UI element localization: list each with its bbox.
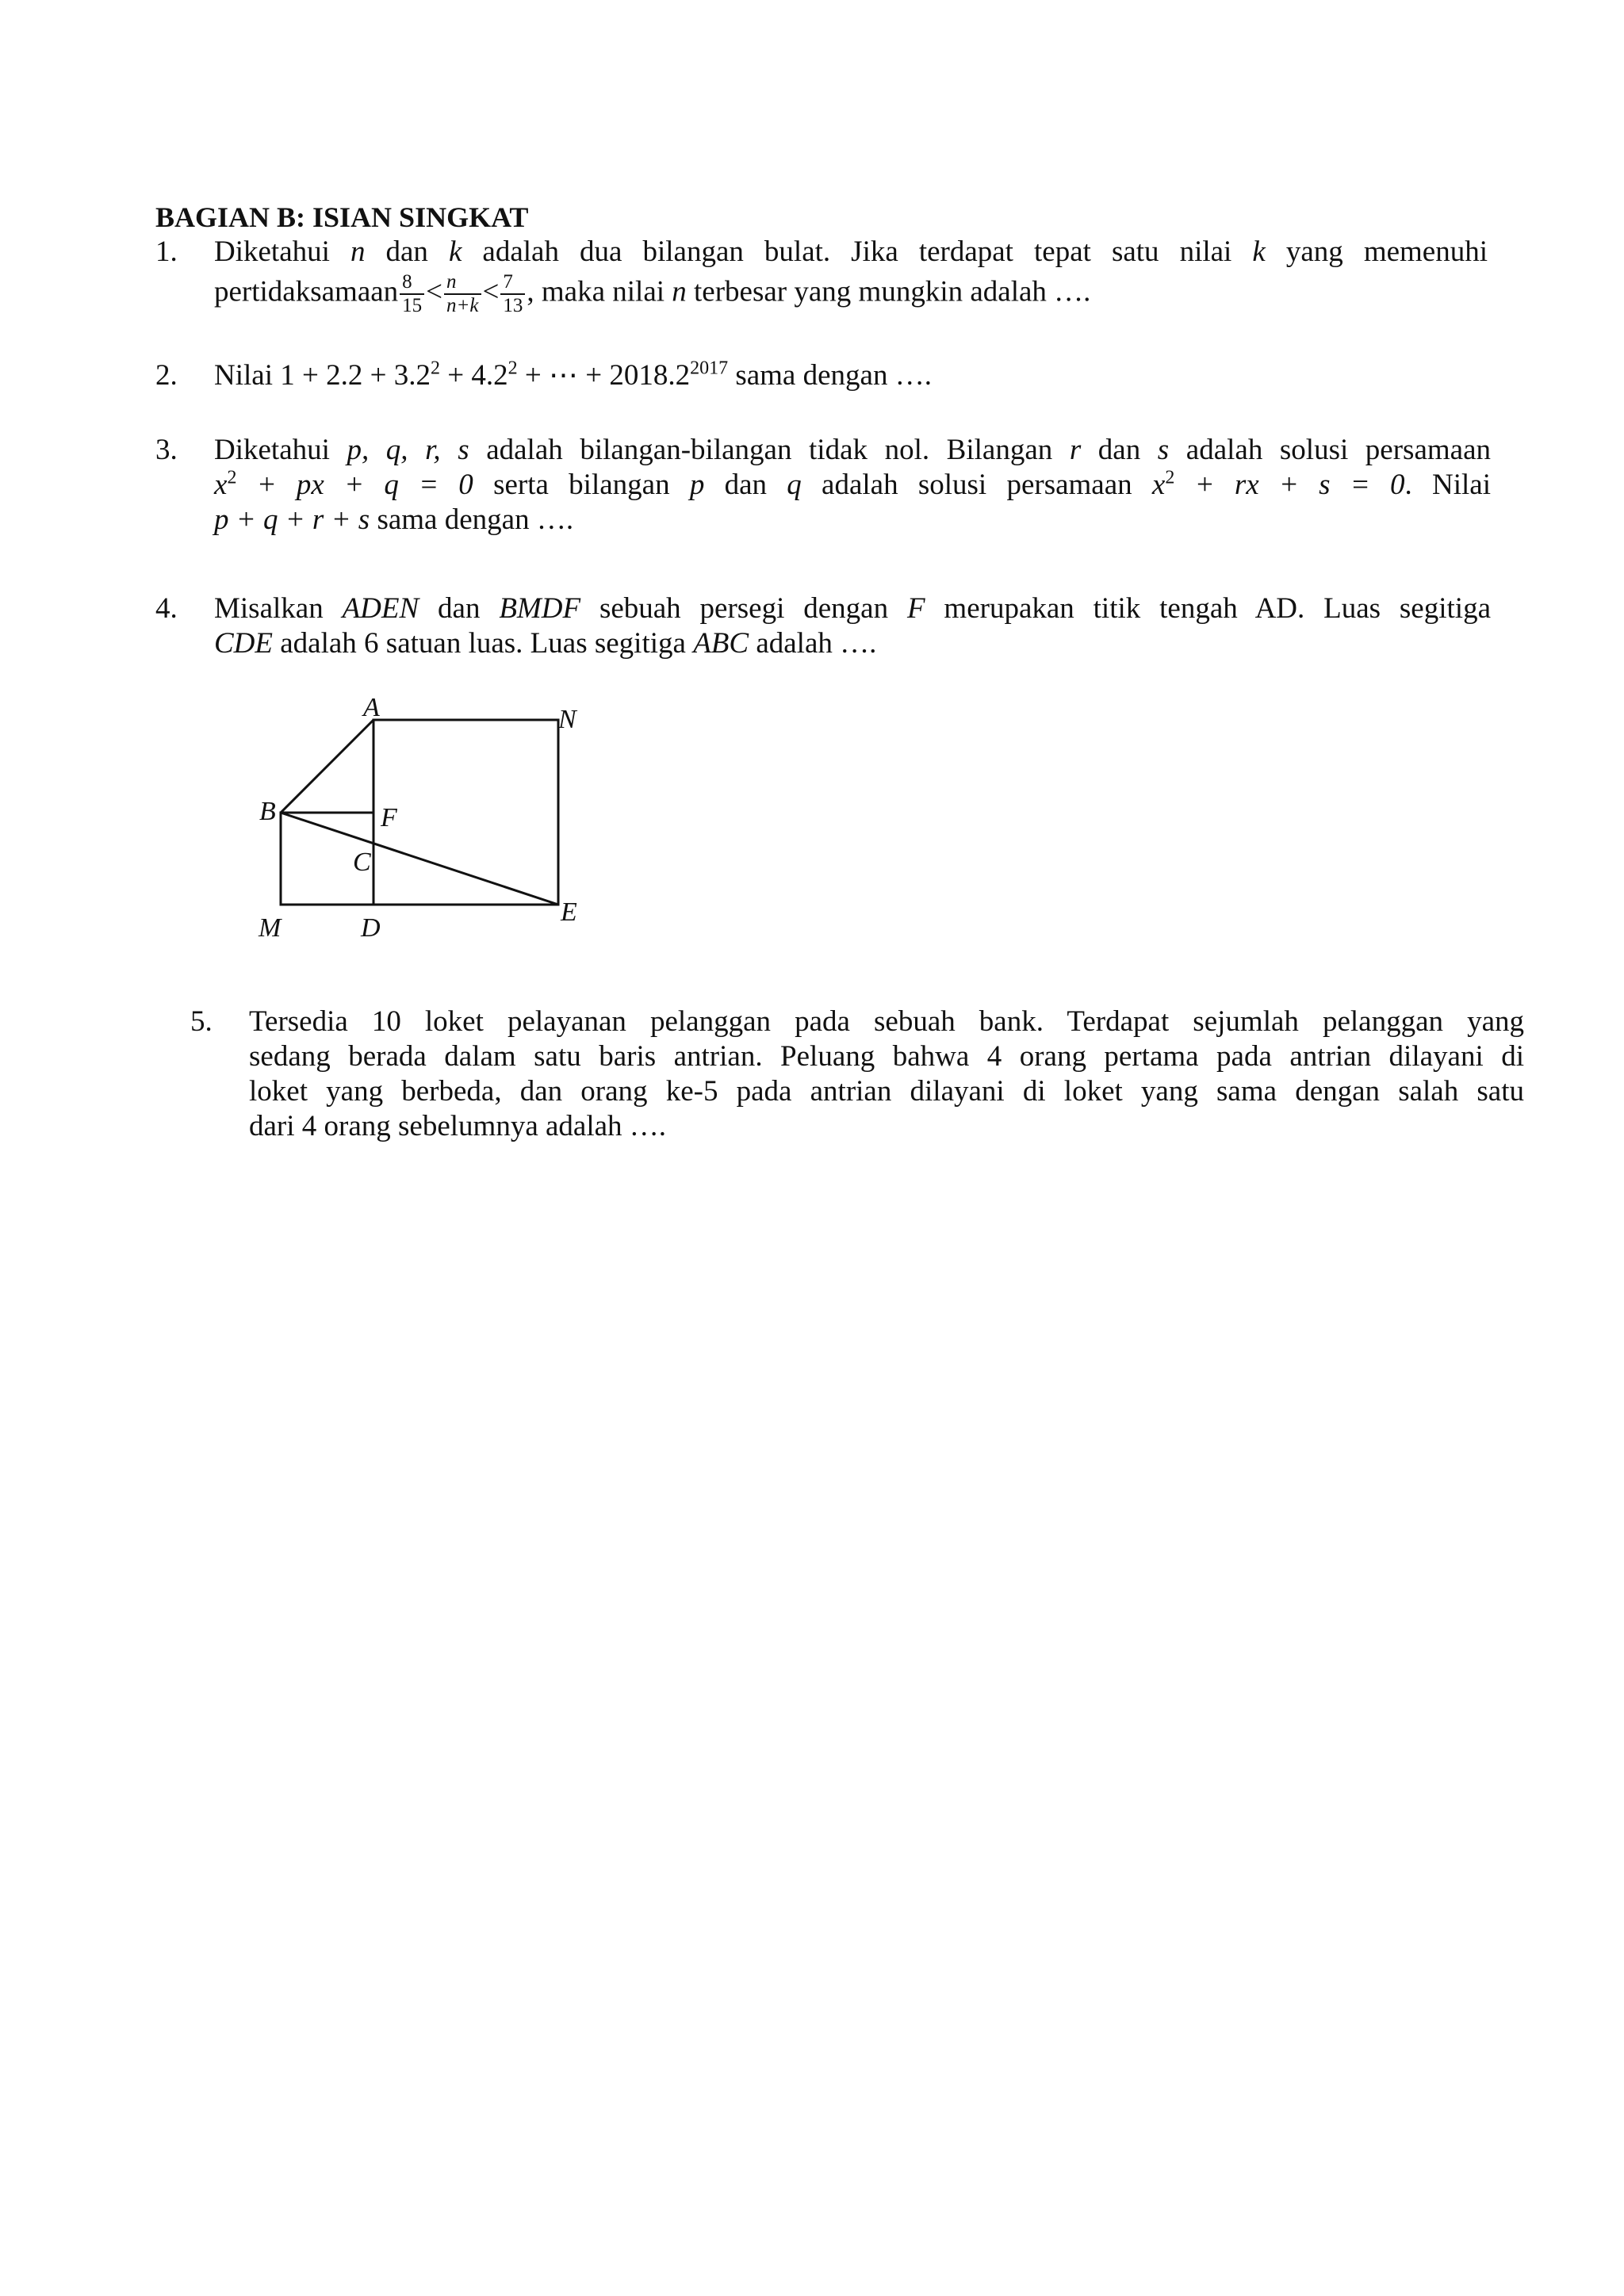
math-var: p, q, r, s [347,434,469,466]
math-var: ADEN [342,592,419,625]
text: merupakan titik tengah AD. Luas segitiga [925,592,1491,625]
math-var: x [214,469,228,501]
text: terbesar yang mungkin adalah …. [686,275,1091,308]
section-heading: BAGIAN B: ISIAN SINGKAT [155,201,529,233]
denominator: 15 [402,295,423,316]
math-var: ABC [693,627,749,660]
text: sebuah persegi dengan [580,592,907,625]
question-text [249,1004,1524,1144]
exponent: 2 [227,467,237,488]
text: dan [419,592,500,625]
math-var: n [672,275,687,308]
label-d: D [361,913,381,943]
math-var: x [1151,469,1166,501]
numerator: 8 [400,271,424,295]
text: Nilai 1 + 2.2 + 3.2 [214,359,431,392]
math-var: k [1252,235,1266,268]
text: yang memenuhi [1265,235,1488,268]
math-var: n [350,235,366,268]
exponent: 2 [430,358,440,379]
text: adalah dua bilangan bulat. Jika terdapat tepat satu nilai [462,235,1253,268]
math-var: F [906,592,925,625]
segment-be [281,813,558,905]
numerator: 7 [500,271,525,295]
math-expr: + px + q = 0 [236,469,473,501]
label-m: M [259,913,282,943]
question-number: 2. [155,359,178,392]
exponent: 2017 [690,358,729,379]
label-c: C [353,848,371,877]
text: dan [365,235,449,268]
math-var: s [1157,434,1170,466]
text: pertidaksamaan [214,275,399,308]
text: dan [704,469,787,501]
denominator: 13 [503,295,523,316]
exponent: 2 [508,358,518,379]
text: sama dengan …. [728,359,932,392]
text: adalah solusi persamaan [1169,434,1492,466]
math-var: BMDF [499,592,581,625]
question-number: 5. [190,1005,213,1038]
text: serta bilangan [473,469,690,501]
text: Misalkan [214,592,343,625]
text: adalah solusi persamaan [801,469,1152,501]
math-expr: + rx + s = 0 [1174,469,1405,501]
question-number: 1. [155,235,178,268]
exponent: 2 [1165,467,1175,488]
text: adalah 6 satuan luas. Luas segitiga [273,627,694,660]
math-var: r [1069,434,1082,466]
text: dan [1081,434,1158,466]
segment-ab [281,720,373,813]
question-number: 4. [155,592,178,625]
text: adalah bilangan-bilangan tidak nol. Bilangan [469,434,1070,466]
label-f: F [381,803,397,832]
question-line: loket yang berbeda, dan orang ke-5 pada antrian dilayani di loket yang sama dengan salah satu [249,1075,1524,1108]
numerator: n [444,271,481,295]
text: adalah …. [749,627,877,660]
less-than: < [426,275,443,308]
question-line: sedang berada dalam satu baris antrian. Peluang bahwa 4 orang pertama pada antrian dilayani di [249,1040,1524,1073]
text: , maka nilai [527,275,672,308]
math-var: k [448,235,462,268]
text: sama dengan …. [370,503,574,536]
math-var: CDE [214,627,273,660]
label-b: B [259,797,276,826]
text: Diketahui [214,235,350,268]
denominator: n+k [446,295,479,316]
text: + 4.2 [439,359,508,392]
math-var: p [689,469,705,501]
question-line: dari 4 orang sebelumnya adalah …. [249,1110,667,1142]
math-expr: p + q + r + s [214,503,370,536]
label-n: N [558,705,576,734]
text: Diketahui [214,434,347,466]
square-aden [373,720,558,905]
text: . Nilai [1404,469,1492,501]
text: + ⋯ + 2018.2 [517,359,691,392]
label-e: E [561,897,577,927]
less-than: < [482,275,500,308]
question-line: Tersedia 10 loket pelayanan pelanggan pada sebuah bank. Terdapat sejumlah pelanggan yang [249,1005,1524,1038]
question-number: 3. [155,434,178,466]
label-a: A [363,693,380,722]
math-var: q [787,469,802,501]
